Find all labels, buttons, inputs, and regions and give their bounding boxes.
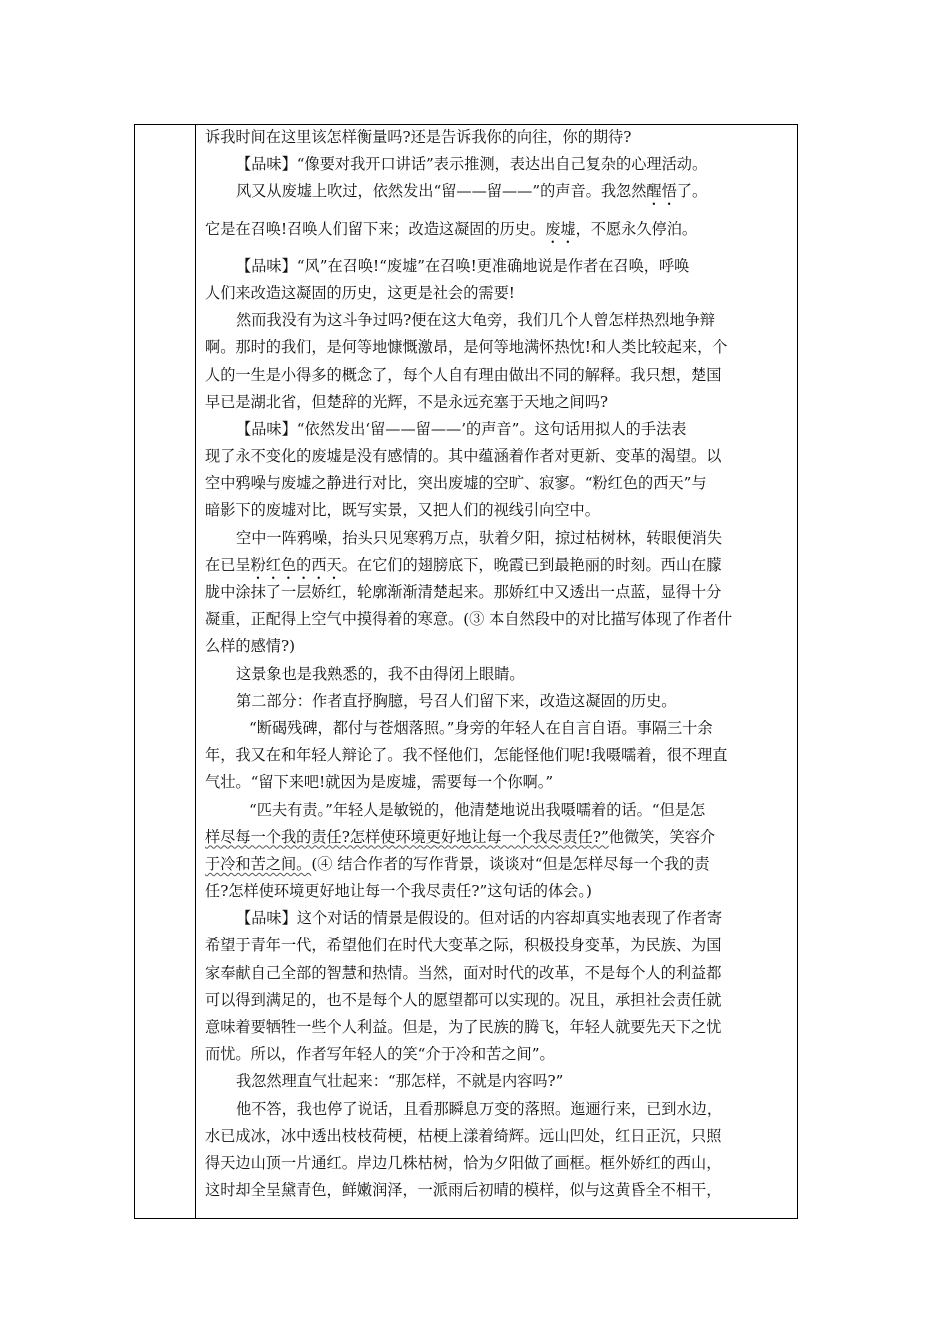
column-divider bbox=[195, 124, 196, 1219]
commentary-line: 现了永不变化的废墟是没有感情的。其中蕴涵着作者对更新、变革的渴望。以 bbox=[205, 447, 722, 466]
commentary-line: 【品味】这个对话的情景是假设的。但对话的内容却真实地表现了作者寄 bbox=[236, 909, 722, 928]
text-line: 样尽每一个我的责任?怎样使环境更好地让每一个我尽责任?”他微笑，笑容介 bbox=[205, 827, 716, 846]
text-line: 胧中涂抹了一层娇红，轮廓渐渐清楚起来。那娇红中又透出一点蓝，显得十分 bbox=[205, 583, 722, 601]
emphasized-word: 醒悟 bbox=[646, 182, 677, 201]
commentary-line: 暗影下的废墟对比，既写实景，又把人们的视线引向空中。 bbox=[205, 501, 600, 520]
commentary-line: 可以得到满足的，也不是每个人的愿望都可以实现的。况且，承担社会责任就 bbox=[205, 990, 722, 1009]
text-cell bbox=[205, 124, 789, 1204]
text-line: 么样的感情?) bbox=[205, 637, 296, 656]
text-line: 啊。那时的我们，是何等地慷慨激昂，是何等地满怀热忱!和人类比较起来，个 bbox=[205, 338, 728, 357]
emphasized-word: 废墟 bbox=[545, 219, 576, 238]
text-line: 在已呈粉红色的西天。在它们的翅膀底下，晚霞已到最艳丽的时刻。西山在朦 bbox=[205, 555, 722, 574]
commentary-line: 【品味】“像要对我开口讲话”表示推测，表达出自己复杂的心理活动。 bbox=[236, 155, 708, 174]
text-line: 气壮。“留下来吧!就因为是废墟，需要每一个你啊。” bbox=[205, 773, 554, 792]
text-line: 任?怎样使环境更好地让每一个我尽责任?”这句话的体会。) bbox=[205, 882, 592, 901]
text-line: 他不答，我也停了说话，且看那瞬息万变的落照。迤逦行来，已到水边， bbox=[236, 1099, 722, 1118]
commentary-line: 希望于青年一代，希望他们在时代大变革之际，积极投身变革，为民族、为国 bbox=[205, 936, 722, 955]
wavy-underlined-text: 样尽每一个我的责任?怎样使环境更好地让每一个我尽责任?” bbox=[205, 827, 609, 846]
text-line: 凝重，正配得上空气中摸得着的寒意。(③ 本自然段中的对比描写体现了作者什 bbox=[205, 610, 733, 629]
commentary-line: 意味着要牺牲一些个人利益。但是，为了民族的腾飞，年轻人就要先天下之忧 bbox=[205, 1018, 722, 1036]
commentary-line: 【品味】“依然发出‘留——留——’的声音”。这句话用拟人的手法表 bbox=[236, 419, 687, 438]
text-line: 这时却全呈黛青色，鲜嫩润泽，一派雨后初晴的模样，似与这黄昏全不相干， bbox=[205, 1181, 722, 1200]
section-heading: 第二部分：作者直抒胸臆，号召人们留下来，改造这凝固的历史。 bbox=[236, 691, 677, 710]
commentary-line: 而忧。所以，作者写年轻人的笑“介于冷和苦之间”。 bbox=[205, 1045, 555, 1064]
commentary-line: 【品味】“风”在召唤!“废墟”在召唤!更准确地说是作者在召唤，呼唤 bbox=[236, 256, 690, 275]
text-line: “匹夫有责。”年轻人是敏锐的，他清楚地说出我嗫嚅着的话。“但是怎 bbox=[249, 800, 706, 819]
text-line: 风又从废墟上吹过，依然发出“留——留——”的声音。我忽然醒悟了。 bbox=[236, 182, 708, 201]
commentary-line: 空中鸦噪与废墟之静进行对比，突出废墟的空旷、寂寥。“粉红色的西天”与 bbox=[205, 474, 707, 493]
commentary-line: 人们来改造这凝固的历史，这更是社会的需要! bbox=[205, 283, 515, 302]
text-line: 人的一生是小得多的概念了，每个人自有理由做出不同的解释。我只想，楚国 bbox=[205, 365, 722, 384]
text-line: 空中一阵鸦噪，抬头只见寒鸦万点，驮着夕阳，掠过枯树林，转眼便消失 bbox=[236, 528, 722, 547]
text-line: 早已是湖北省，但楚辞的光辉，不是永远充塞于天地之间吗? bbox=[205, 392, 609, 411]
text-line: 然而我没有为这斗争过吗?便在这大龟旁，我们几个人曾怎样热烈地争辩 bbox=[236, 311, 715, 330]
wavy-underlined-text: 于冷和苦之间。 bbox=[205, 854, 312, 873]
commentary-line: 家奉献自己全部的智慧和热情。当然，面对时代的改革，不是每个人的利益都 bbox=[205, 963, 722, 982]
text-line: 水已成冰，冰中透出枝枝荷梗，枯梗上漾着绮辉。远山凹处，红日正沉，只照 bbox=[205, 1126, 722, 1145]
text-line: 得天边山顶一片通红。岸边几株枯树，恰为夕阳做了画框。框外娇红的西山， bbox=[205, 1153, 722, 1172]
text-line: 它是在召唤!召唤人们留下来；改造这凝固的历史。废墟，不愿永久停泊。 bbox=[205, 219, 698, 238]
text-line: 这景象也是我熟悉的，我不由得闭上眼睛。 bbox=[236, 664, 525, 683]
text-line: “断碣残碑，都付与苍烟落照。”身旁的年轻人在自言自语。事隔三十余 bbox=[249, 718, 713, 737]
text-line: 年，我又在和年轻人辩论了。我不怪他们，怎能怪他们呢!我嗫嚅着，很不理直 bbox=[205, 746, 728, 765]
text-line: 诉我时间在这里该怎样衡量吗?还是告诉我你的向往，你的期待? bbox=[205, 128, 632, 146]
text-line: 我忽然理直气壮起来：“那怎样，不就是内容吗?” bbox=[236, 1072, 564, 1091]
text-line: 于冷和苦之间。(④ 结合作者的写作背景，谈谈对“但是怎样尽每一个我的责 bbox=[205, 854, 710, 873]
emphasized-phrase: 粉红色的西天 bbox=[250, 555, 342, 574]
